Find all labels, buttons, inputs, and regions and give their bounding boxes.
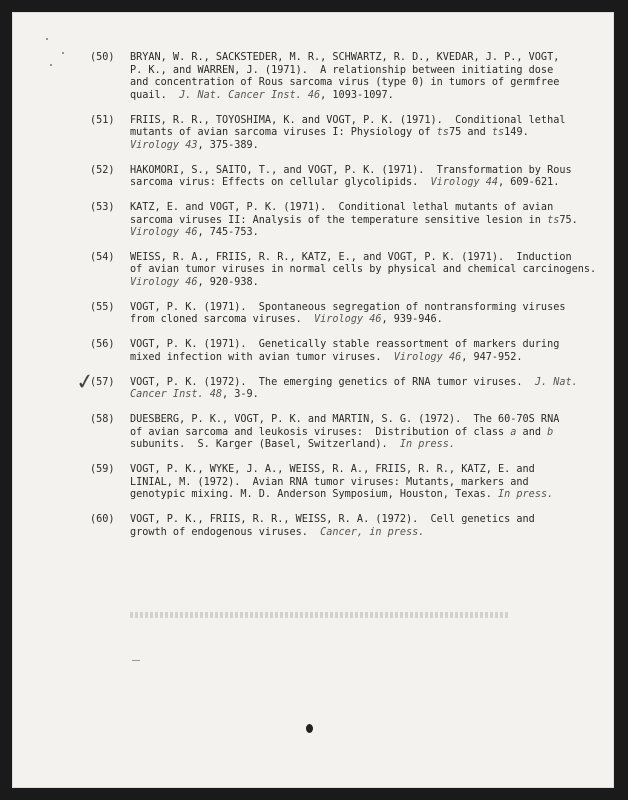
reference-list — [90, 52, 597, 551]
reference-number: (60) — [90, 513, 115, 525]
reference-line: growth of endogenous viruses. Cancer, in press. — [130, 526, 425, 538]
reference-entry — [90, 514, 590, 539]
reference-number: (54) — [90, 251, 115, 263]
reference-line: of avian tumor viruses in normal cells by physical and chemical carcinogens. — [130, 264, 597, 276]
punch-hole — [306, 724, 313, 733]
reference-number: (50) — [90, 52, 115, 63]
reference-number: (55) — [90, 301, 115, 313]
reference-entry — [90, 377, 590, 402]
speck — [62, 52, 64, 54]
reference-line: of avian sarcoma and leukosis viruses: Distribution of class a and b — [130, 426, 554, 438]
reference-line: FRIIS, R. R., TOYOSHIMA, K. and VOGT, P. K. (1971). Conditional lethal — [130, 114, 566, 126]
reference-line: genotypic mixing. M. D. Anderson Symposium, Houston, Texas. In press. — [130, 489, 554, 501]
handwritten-checkmark: ✓ — [74, 368, 97, 397]
reference-line: HAKOMORI, S., SAITO, T., and VOGT, P. K. (1971). Transformation by Rous — [130, 164, 572, 176]
reference-line: from cloned sarcoma viruses. Virology 46, 939-946. — [130, 314, 443, 326]
reference-line: VOGT, P. K. (1972). The emerging genetics of RNA tumor viruses. J. Nat. — [130, 376, 578, 388]
speck — [46, 38, 48, 40]
speck — [50, 64, 52, 66]
reference-entry — [90, 251, 597, 290]
reference-line: mixed infection with avian tumor viruses. Virology 46, 947-952. — [130, 351, 523, 363]
reference-line: P. K., and WARREN, J. (1971). A relationship between initiating dose — [130, 64, 554, 76]
reference-line: VOGT, P. K. (1971). Genetically stable reassortment of markers during — [130, 339, 560, 351]
reference-number: (58) — [90, 413, 115, 425]
reference-entry — [90, 414, 590, 452]
reference-entry — [90, 165, 590, 190]
document-page — [12, 12, 614, 788]
reference-number: (57) — [90, 376, 115, 388]
reference-line: BRYAN, W. R., SACKSTEDER, M. R., SCHWARTZ, R. D., KVEDAR, J. P., VOGT, — [130, 52, 560, 63]
reference-line: subunits. S. Karger (Basel, Switzerland). In press. — [130, 439, 456, 451]
reference-entry — [90, 464, 590, 502]
reference-entry — [90, 339, 590, 364]
reference-line: DUESBERG, P. K., VOGT, P. K. and MARTIN, S. G. (1972). The 60-70S RNA — [130, 413, 560, 425]
reference-line: Virology 43, 375-389. — [130, 139, 259, 151]
reference-number: (52) — [90, 164, 115, 176]
reference-line: Cancer Inst. 48, 3-9. — [130, 389, 259, 401]
reference-number: (59) — [90, 463, 115, 475]
reference-line: VOGT, P. K., FRIIS, R. R., WEISS, R. A. (1972). Cell genetics and — [130, 513, 535, 525]
reference-line: mutants of avian sarcoma viruses I: Physiology of ts75 and ts149. — [130, 127, 529, 139]
reference-entry — [90, 115, 590, 153]
reference-line: quail. J. Nat. Cancer Inst. 46, 1093-1097. — [130, 89, 394, 101]
stray-mark — [132, 660, 140, 661]
reference-line: Virology 46, 920-938. — [130, 277, 259, 289]
reference-entry — [90, 302, 590, 327]
reference-line: Virology 46, 745-753. — [130, 227, 259, 239]
reference-entry — [90, 202, 590, 240]
reference-line: KATZ, E. and VOGT, P. K. (1971). Conditional lethal mutants of avian — [130, 201, 554, 213]
reference-number: (53) — [90, 201, 115, 213]
reference-line: WEISS, R. A., FRIIS, R. R., KATZ, E., and VOGT, P. K. (1971). Induction — [130, 251, 572, 263]
reference-line: sarcoma viruses II: Analysis of the temperature sensitive lesion in ts75. — [130, 214, 578, 226]
reference-line: sarcoma virus: Effects on cellular glycolipids. Virology 44, 609-621. — [130, 177, 560, 189]
reference-line: VOGT, P. K. (1971). Spontaneous segregation of nontransforming viruses — [130, 301, 566, 313]
reference-line: and concentration of Rous sarcoma virus (type 0) in tumors of germfree — [130, 77, 560, 89]
reference-entry — [90, 52, 590, 102]
reference-line: VOGT, P. K., WYKE, J. A., WEISS, R. A., FRIIS, R. R., KATZ, E. and — [130, 463, 535, 475]
reference-line: LINIAL, M. (1972). Avian RNA tumor viruses: Mutants, markers and — [130, 476, 529, 488]
reference-number: (56) — [90, 339, 115, 351]
faint-bleed-through-text — [130, 612, 510, 618]
reference-number: (51) — [90, 114, 115, 126]
